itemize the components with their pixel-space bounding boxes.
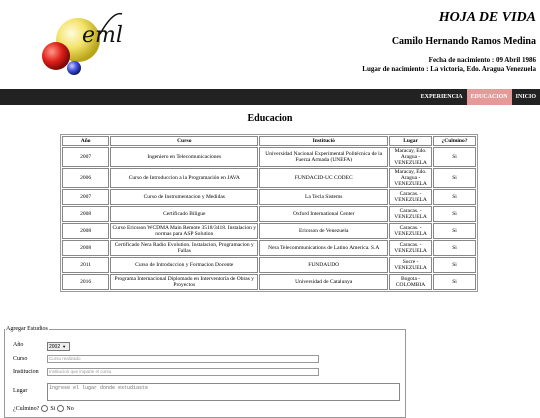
course-label: Curso xyxy=(13,356,28,362)
column-header-place: Lugar xyxy=(389,136,432,146)
table-cell: Si xyxy=(433,189,476,205)
radio-no-label: No xyxy=(66,405,74,412)
table-row xyxy=(62,189,476,205)
table-cell: Curso de Introduccion y Formacion Docente xyxy=(110,257,258,273)
table-cell: Maracay, Edo. Aragua - VENEZUELA xyxy=(389,147,432,167)
person-name: Camilo Hernando Ramos Medina xyxy=(391,36,536,47)
table-cell: 2008 xyxy=(62,240,109,256)
logo xyxy=(38,6,128,84)
form-legend: Agregar Estudios xyxy=(6,326,48,332)
table-row xyxy=(62,206,476,222)
place-label: Lugar xyxy=(13,388,28,394)
radio-no[interactable] xyxy=(57,405,64,412)
birth-place: Lugar de nacimiento : La victoria, Edo. Aragua Venezuela xyxy=(362,65,536,73)
radio-yes-label: Si xyxy=(50,405,56,412)
add-studies-form xyxy=(4,326,406,418)
logo-text: eml xyxy=(82,23,123,48)
column-header-completed: ¿Culmino? xyxy=(433,136,476,146)
table-row xyxy=(62,168,476,188)
table-cell: 2008 xyxy=(62,206,109,222)
table-cell: Bogota - COLOMBIA xyxy=(389,274,432,290)
column-header-institution: Instituciò xyxy=(259,136,388,146)
table-cell: 2007 xyxy=(62,189,109,205)
nav-menu xyxy=(417,89,540,105)
nav-item-educacion[interactable]: EDUCACION xyxy=(467,89,512,105)
nav-bar xyxy=(0,89,540,105)
table-row xyxy=(62,147,476,167)
table-cell: Curso de Introduccion a la Programación en JAVA xyxy=(110,168,258,188)
table-cell: Universidad Nacional Experimental Politécnica de la Fuerza Armada (UNEFA) xyxy=(259,147,388,167)
table-cell: Caracas. - VENEZUELA xyxy=(389,240,432,256)
table-row xyxy=(62,274,476,290)
column-header-year: Año xyxy=(62,136,109,146)
birth-date: Fecha de nacimiento : 09 Abril 1986 xyxy=(428,56,536,64)
completed-label: ¿Culmino? xyxy=(13,405,40,412)
year-select-value: 2002 xyxy=(49,344,61,350)
table-cell: Si xyxy=(433,223,476,239)
table-row xyxy=(62,240,476,256)
place-textarea[interactable] xyxy=(47,383,400,401)
column-header-course: Curso xyxy=(110,136,258,146)
table-cell: Caracas. - VENEZUELA xyxy=(389,223,432,239)
table-cell: La Tecla Sistems xyxy=(259,189,388,205)
table-cell: Sucre - VENEZUELA xyxy=(389,257,432,273)
table-cell: Caracas. - VENEZUELA xyxy=(389,189,432,205)
table-cell: Si xyxy=(433,257,476,273)
table-cell: Si xyxy=(433,147,476,167)
education-table xyxy=(60,134,478,292)
table-cell: 2008 xyxy=(62,223,109,239)
section-title: Educacion xyxy=(247,113,293,124)
table-cell: Programa Internacional Diplomado en Interventoría de Obras y Proyectos xyxy=(110,274,258,290)
table-cell: Curso de Instrumentacion y Medidas xyxy=(110,189,258,205)
nav-item-inicio[interactable]: INICIO xyxy=(515,94,536,100)
table-cell: Si xyxy=(433,168,476,188)
table-cell: Si xyxy=(433,240,476,256)
table-cell: 2007 xyxy=(62,147,109,167)
completed-row xyxy=(13,405,74,412)
table-row xyxy=(62,257,476,273)
table-cell: Si xyxy=(433,274,476,290)
chevron-down-icon: ▼ xyxy=(62,344,67,349)
table-cell: Oxford International Center xyxy=(259,206,388,222)
page-header xyxy=(0,0,540,88)
institution-input[interactable]: Institucion que imparte el curso. xyxy=(47,368,319,376)
table-cell: Maracay, Edo. Aragua - VENEZUELA xyxy=(389,168,432,188)
nav-item-experiencia[interactable]: EXPERIENCIA xyxy=(420,94,463,100)
table-cell: 2006 xyxy=(62,168,109,188)
table-cell: Nera Telecommunications de Latino America. S.A xyxy=(259,240,388,256)
course-input[interactable]: Curso realizado xyxy=(47,355,319,363)
table-cell: Curso Ericsson WCDMA Main Remote 3518/3418. Instalacion y normas para ASP Solution xyxy=(110,223,258,239)
table-cell: Certificado Nera Radio Evolution. Instalacion, Programacion y Fallas xyxy=(110,240,258,256)
institution-label: Institucion xyxy=(13,369,39,375)
table-cell: 2011 xyxy=(62,257,109,273)
table-cell: Ingeniero en Telecomunicaciones xyxy=(110,147,258,167)
year-select[interactable] xyxy=(47,342,70,351)
table-cell: Ericsson de Venezuela xyxy=(259,223,388,239)
table-cell: Caracas. - VENEZUELA xyxy=(389,206,432,222)
table-header-row xyxy=(62,136,476,146)
table-cell: Si xyxy=(433,206,476,222)
table-cell: Universidad de Catalunya xyxy=(259,274,388,290)
table-cell: 2016 xyxy=(62,274,109,290)
table-row xyxy=(62,223,476,239)
table-cell: FUNDAUDO xyxy=(259,257,388,273)
table-cell: FUNDACID-UC CODEC xyxy=(259,168,388,188)
page-title: HOJA DE VIDA xyxy=(438,10,536,25)
table-cell: Certificado Biligue xyxy=(110,206,258,222)
radio-yes[interactable] xyxy=(41,405,48,412)
year-label: Año xyxy=(13,342,24,348)
